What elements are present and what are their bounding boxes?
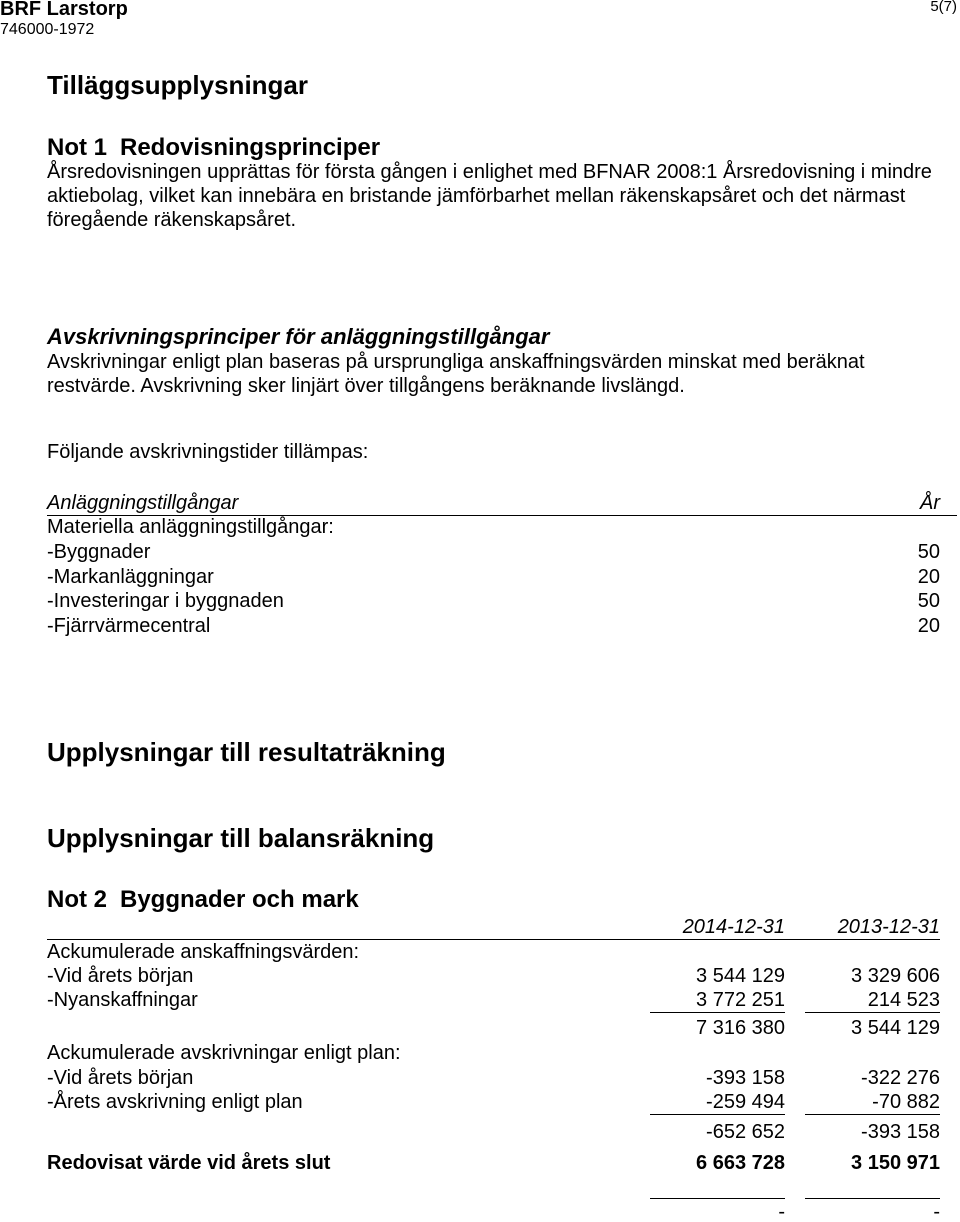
asset-label: -Fjärrvärmecentral	[47, 615, 211, 637]
table-row	[47, 1090, 940, 1114]
rule	[650, 1174, 785, 1199]
depreciation-heading: Ackumulerade avskrivningar enligt plan:	[47, 1042, 401, 1064]
note1-heading	[47, 134, 380, 162]
paragraph-line: Årsredovisningen upprättas för första gången i enlighet med BFNAR 2008:1 Årsredovisning i mindre	[47, 161, 932, 183]
value-2014: 3 544 129	[696, 965, 785, 987]
note1-paragraph	[47, 160, 932, 232]
depreciation-table-group	[47, 515, 940, 539]
asset-label: -Investeringar i byggnaden	[47, 590, 284, 612]
row-label: -Vid årets början	[47, 965, 194, 987]
balance-sheet-heading: Upplysningar till balansräkning	[47, 823, 435, 853]
acquisition-total-row	[47, 1016, 940, 1040]
years-value: 20	[917, 566, 940, 588]
table-row	[47, 988, 940, 1012]
total-2014: 7 316 380	[696, 1017, 785, 1039]
years-value: 50	[917, 590, 940, 612]
depreciation-principles-paragraph	[47, 350, 865, 398]
table-row	[47, 1066, 940, 1090]
acquisition-heading-row	[47, 940, 940, 964]
depreciation-intro: Följande avskrivningstider tillämpas:	[47, 441, 369, 463]
column-header-2013: 2013-12-31	[837, 916, 940, 938]
value-2014: -393 158	[706, 1067, 785, 1089]
row-label: -Nyanskaffningar	[47, 989, 198, 1011]
difference-2014: -	[778, 1201, 785, 1222]
total-2014: -652 652	[706, 1121, 785, 1143]
note2-heading	[47, 886, 359, 914]
depreciation-table-header	[47, 491, 957, 516]
value-2013: -322 276	[861, 1067, 940, 1089]
difference-row	[47, 1203, 940, 1221]
organization-number: 746000-1972	[0, 21, 95, 38]
years-value: 20	[917, 615, 940, 637]
paragraph-line: restvärde. Avskrivning sker linjärt över tillgångens beräknande livslängd.	[47, 375, 685, 397]
note1-title: Redovisningsprinciper	[120, 134, 381, 161]
book-value-row	[47, 1151, 940, 1175]
rule-row	[47, 1174, 940, 1198]
rule	[805, 1174, 940, 1199]
value-2014: -259 494	[650, 1090, 785, 1115]
paragraph-line: aktiebolag, vilket kan innebära en bristande jämförbarhet mellan räkenskapsåret och det närmast	[47, 185, 906, 207]
difference-2013: -	[933, 1201, 940, 1222]
page-number: 5(7)	[930, 0, 957, 15]
depreciation-principles-heading: Avskrivningsprinciper för anläggningstillgångar	[47, 324, 550, 349]
asset-label: -Markanläggningar	[47, 566, 214, 588]
column-header-2014: 2014-12-31	[682, 916, 785, 938]
group-label: Materiella anläggningstillgångar:	[47, 516, 334, 538]
table-row	[47, 540, 940, 564]
value-2014: 3 772 251	[650, 988, 785, 1013]
table-row	[47, 964, 940, 988]
income-statement-heading: Upplysningar till resultaträkning	[47, 737, 446, 767]
book-value-label: Redovisat värde vid årets slut	[47, 1152, 331, 1174]
organization-name: BRF Larstorp	[0, 0, 128, 20]
note2-title: Byggnader och mark	[120, 886, 359, 913]
value-2013: 3 329 606	[851, 965, 940, 987]
note2-column-header	[47, 915, 940, 940]
note2-number: Not 2	[47, 886, 107, 913]
row-label: -Vid årets början	[47, 1067, 194, 1089]
book-value-2013: 3 150 971	[851, 1152, 940, 1174]
book-value-2014: 6 663 728	[696, 1152, 785, 1174]
acquisition-heading: Ackumulerade anskaffningsvärden:	[47, 941, 360, 963]
column-header-asset: Anläggningstillgångar	[47, 492, 239, 514]
table-row	[47, 614, 940, 638]
column-header-years: År	[920, 492, 940, 514]
value-2013: -70 882	[805, 1090, 940, 1115]
note1-number: Not 1	[47, 134, 107, 161]
table-row	[47, 565, 940, 589]
years-value: 50	[917, 541, 940, 563]
total-2013: 3 544 129	[851, 1017, 940, 1039]
value-2013: 214 523	[805, 988, 940, 1013]
table-row	[47, 589, 940, 613]
asset-label: -Byggnader	[47, 541, 151, 563]
total-2013: -393 158	[861, 1121, 940, 1143]
paragraph-line: Avskrivningar enligt plan baseras på ursprungliga anskaffningsvärden minskat med beräknat	[47, 351, 865, 373]
paragraph-line: föregående räkenskapsåret.	[47, 209, 297, 231]
row-label: -Årets avskrivning enligt plan	[47, 1091, 303, 1113]
depreciation-total-row	[47, 1120, 940, 1144]
depreciation-heading-row	[47, 1041, 940, 1065]
section-title: Tilläggsupplysningar	[47, 70, 309, 100]
